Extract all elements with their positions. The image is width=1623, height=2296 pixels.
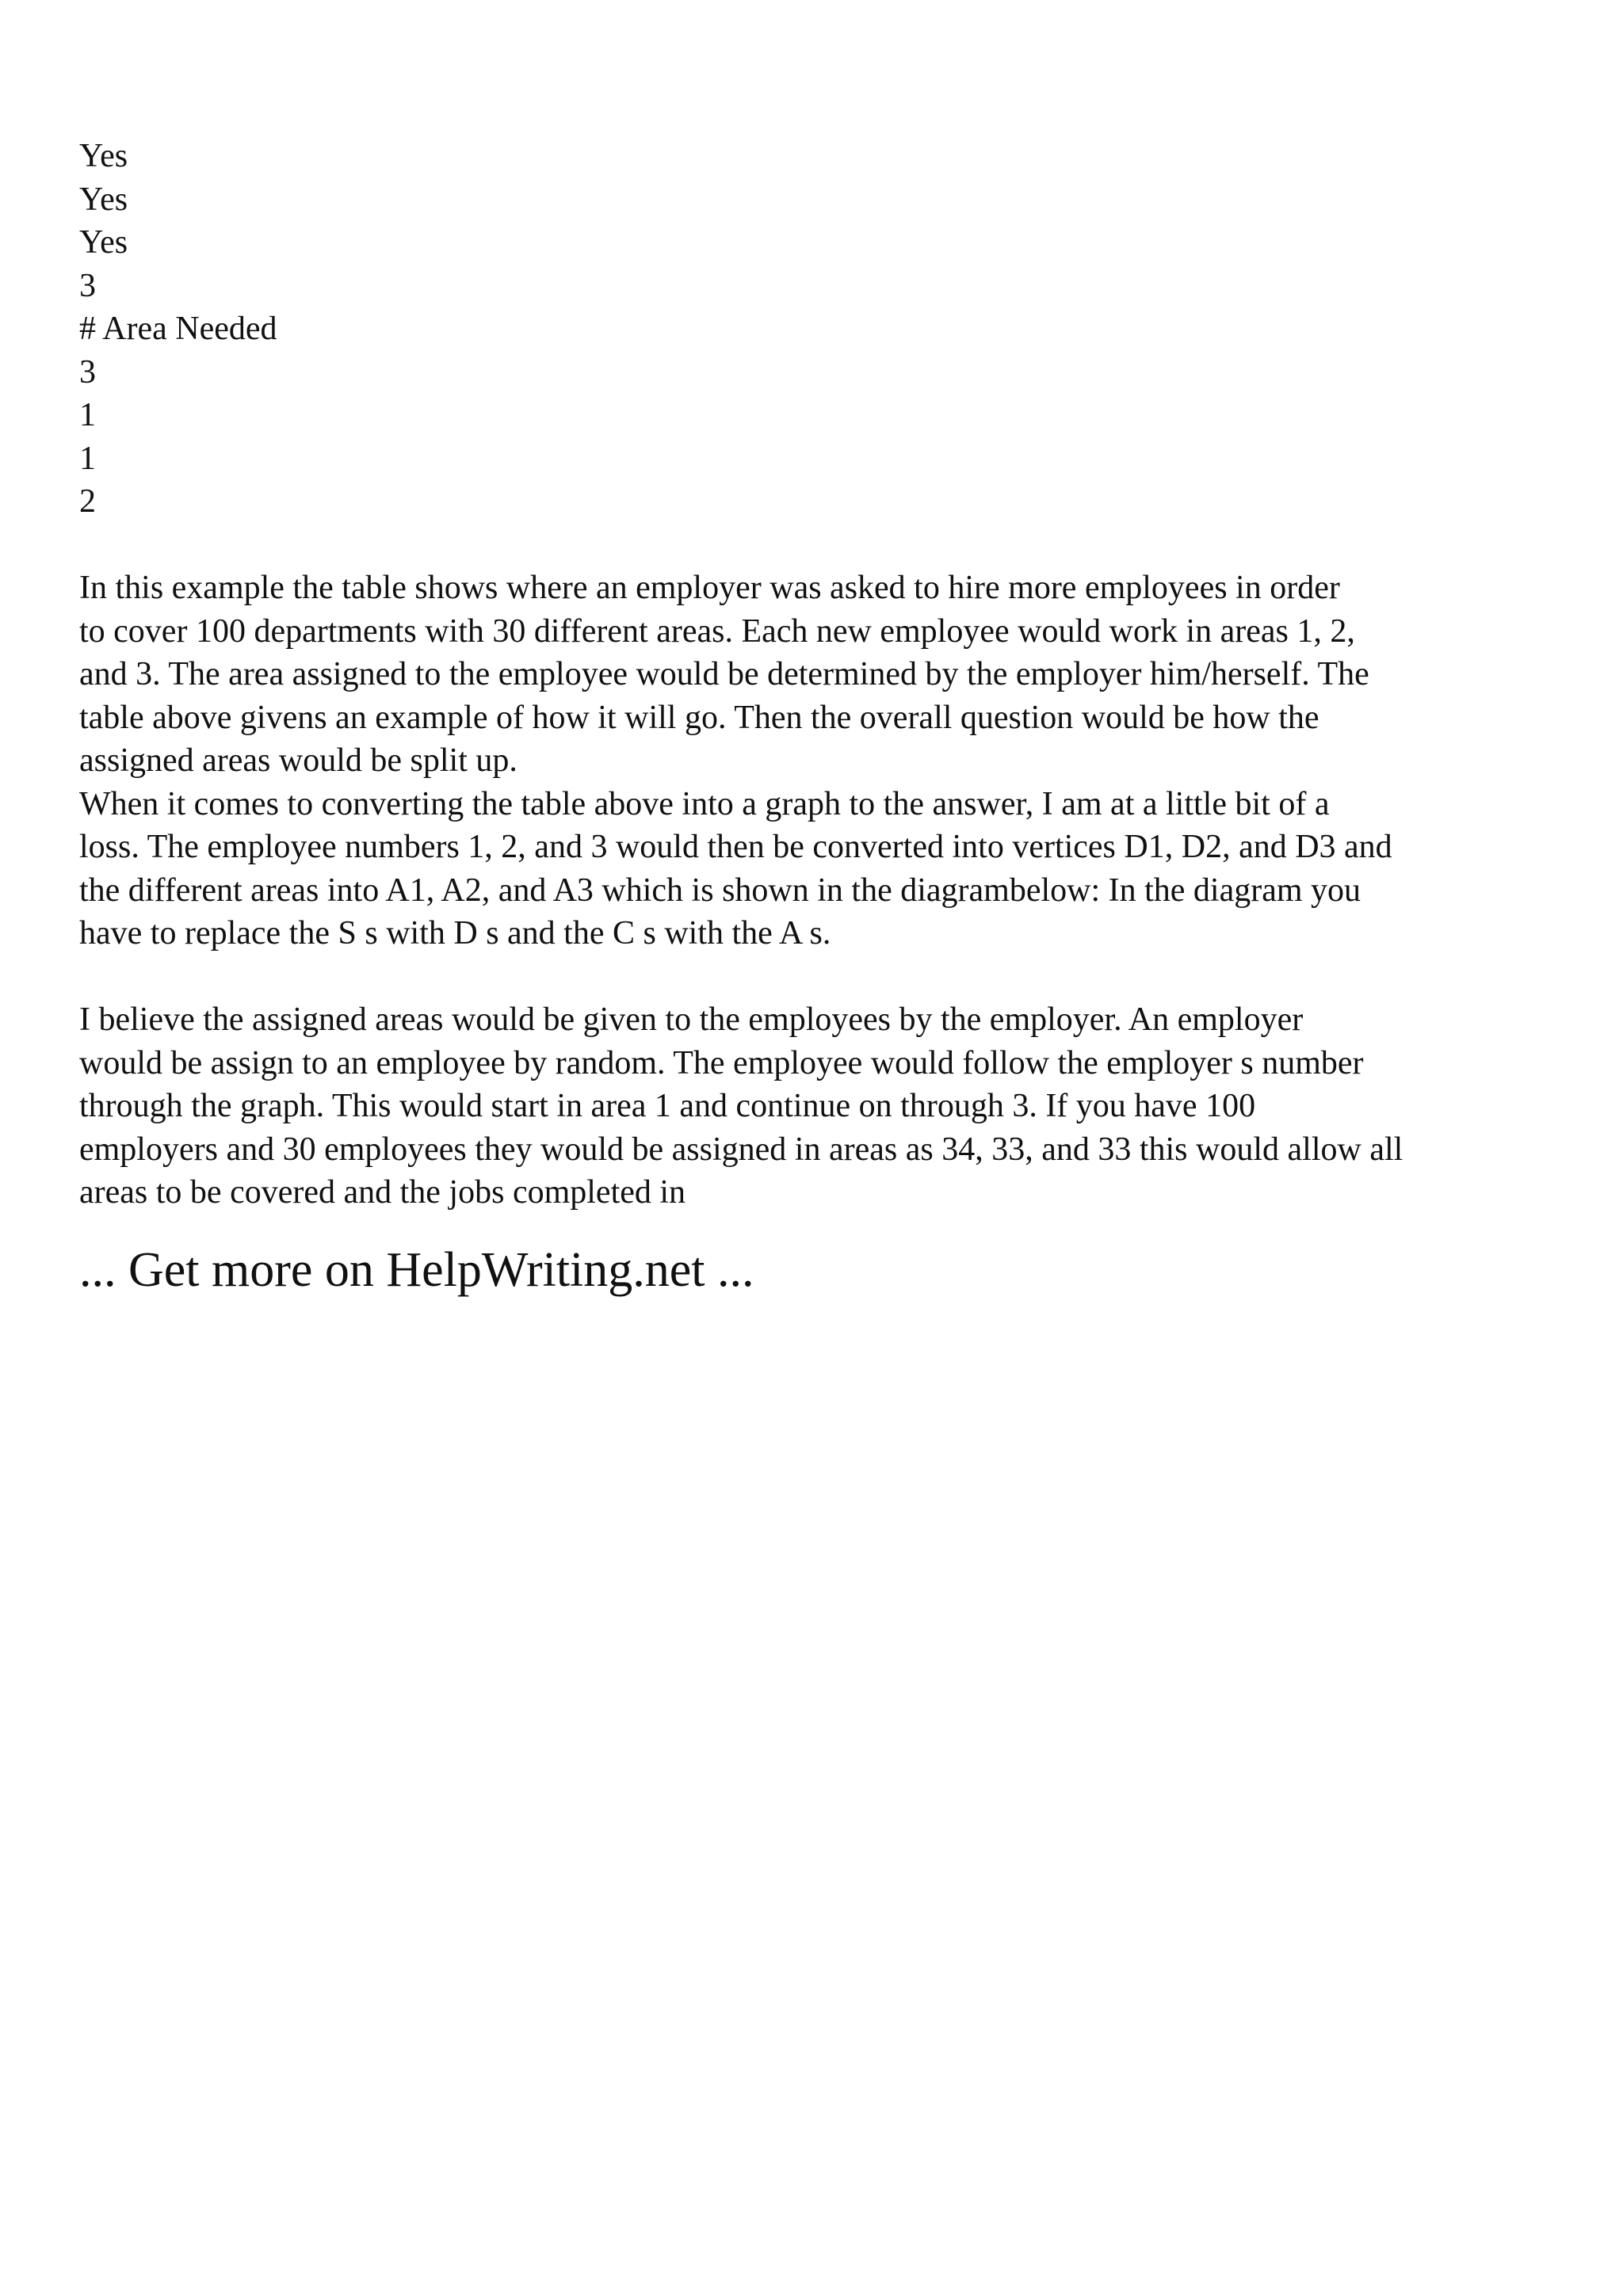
get-more-link[interactable]: ... Get more on HelpWriting.net ... — [79, 1242, 754, 1297]
paragraph-line: the different areas into A1, A2, and A3 which is shown in the diagrambelow: In the diagram you — [79, 871, 1361, 909]
paragraph-line: have to replace the S s with D s and the C s with the A s. — [79, 915, 831, 952]
paragraph-line: would be assign to an employee by random. The employee would follow the employer s number — [79, 1044, 1364, 1081]
paragraph-line: to cover 100 departments with 30 different areas. Each new employee would work in areas 1, 2, — [79, 612, 1355, 650]
paragraph-line: assigned areas would be split up. — [79, 742, 517, 779]
paragraph-line: areas to be covered and the jobs completed in — [79, 1174, 686, 1211]
table-cell: Yes — [79, 181, 128, 218]
paragraph-line: I believe the assigned areas would be given to the employees by the employer. An employer — [79, 1001, 1304, 1038]
table-cell: 3 — [79, 267, 96, 304]
paragraph-3 — [79, 998, 1569, 1215]
paragraph-line: When it comes to converting the table above into a graph to the answer, I am at a little bit of a — [79, 785, 1330, 822]
paragraph-2 — [79, 783, 1569, 955]
table-header: # Area Needed — [79, 311, 277, 347]
table-cell: Yes — [79, 138, 128, 174]
table-cell: Yes — [79, 224, 128, 261]
table-cell: 2 — [79, 483, 96, 520]
paragraph-line: table above givens an example of how it will go. Then the overall question would be how the — [79, 699, 1319, 736]
spacer — [79, 524, 1569, 567]
paragraph-line: In this example the table shows where an employer was asked to hire more employees in order — [79, 570, 1340, 606]
paragraph-line: and 3. The area assigned to the employee would be determined by the employer him/herself. The — [79, 656, 1369, 692]
paragraph-line: loss. The employee numbers 1, 2, and 3 would then be converted into vertices D1, D2, and D3 and — [79, 829, 1392, 865]
table-cell: 3 — [79, 353, 96, 391]
paragraph-line: employers and 30 employees they would be assigned in areas as 34, 33, and 33 this would allow all — [79, 1131, 1403, 1168]
table-fragment — [79, 135, 1569, 524]
document-page — [79, 135, 1569, 1302]
spacer — [79, 955, 1569, 999]
table-cell: 1 — [79, 397, 96, 433]
paragraph-1 — [79, 566, 1569, 783]
paragraph-line: through the graph. This would start in area 1 and continue on through 3. If you have 100 — [79, 1088, 1256, 1124]
table-cell: 1 — [79, 440, 96, 477]
